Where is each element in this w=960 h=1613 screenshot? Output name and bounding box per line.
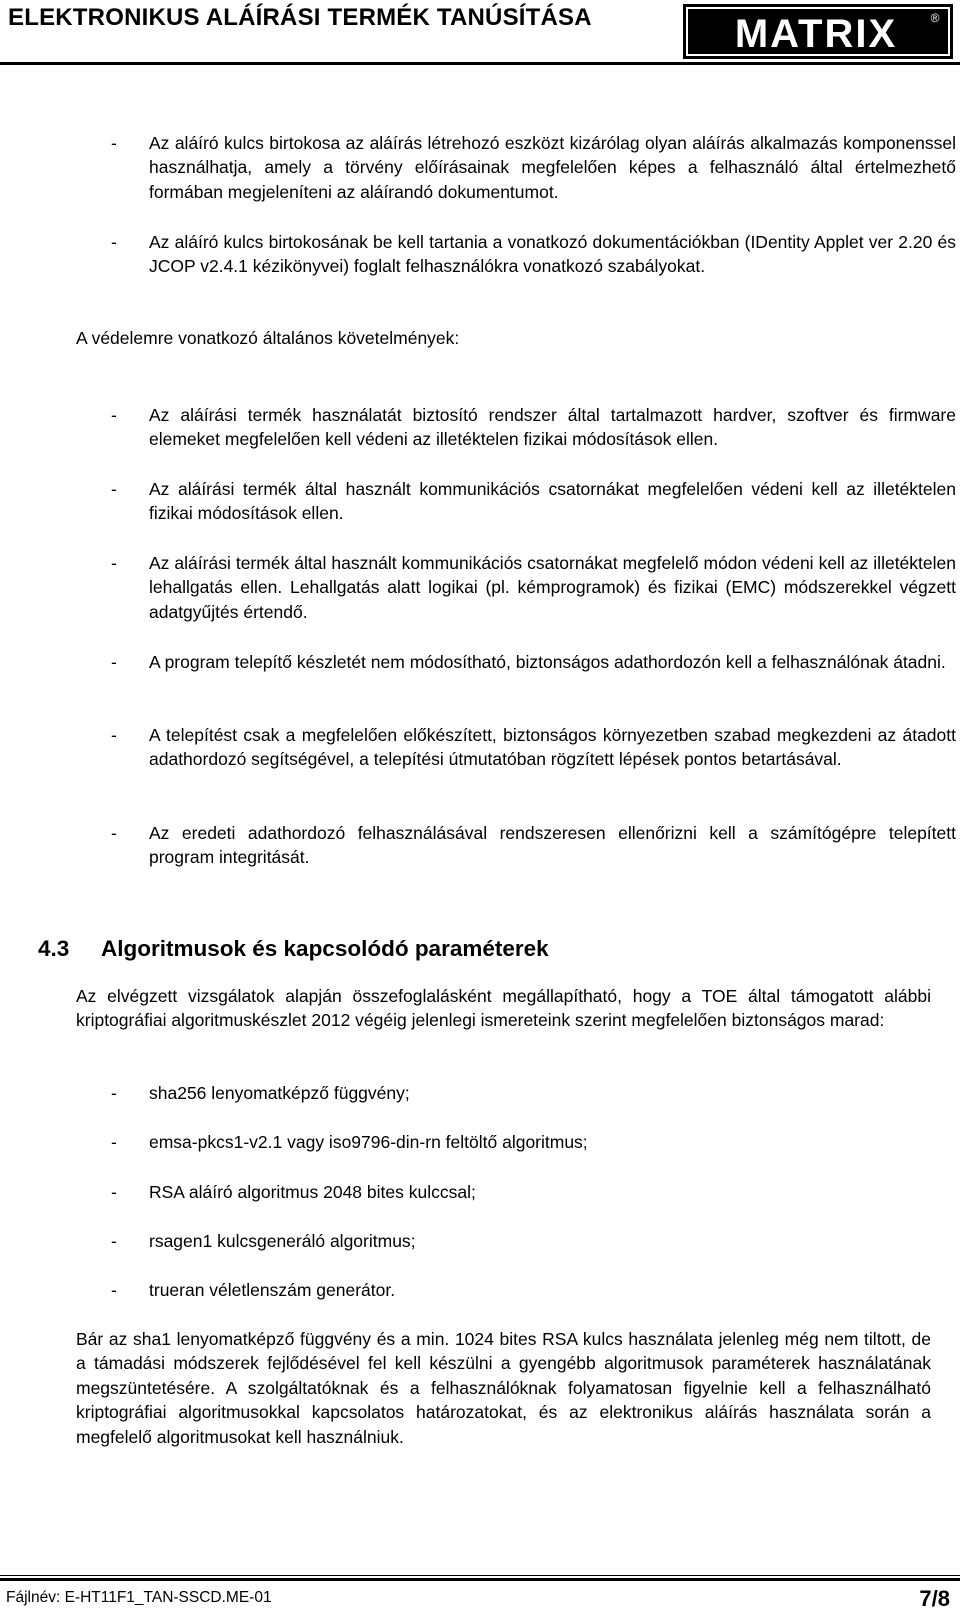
bullet-dash: - xyxy=(111,1231,117,1251)
bullet-dash: - xyxy=(111,1182,117,1202)
bullet-text: rsagen1 kulcsgeneráló algoritmus; xyxy=(149,1231,416,1251)
page-number: 7/8 xyxy=(919,1586,950,1611)
bullet-text: trueran véletlenszám generátor. xyxy=(149,1280,396,1300)
bullet-text: Az aláírási termék használatát biztosító rendszer által tartalmazott hardver, szoftver és firmware elemeket megfelelően kell védeni az illetéktelen fizikai módosítások ellen. xyxy=(149,405,956,450)
bullet-text: Az aláírási termék által használt kommunikációs csatornákat megfelelő módon védeni kell az illetéktelen lehallgatás ellen. Lehallgatás alatt logikai (pl. kémprogramok) és fizikai (EMC) módszerekkel végzett adatgyűjtés értendő. xyxy=(149,553,956,622)
closing-paragraph: Bár az sha1 lenyomatképző függvény és a min. 1024 bites RSA kulcs használata jelenleg még nem tiltott, de a támadási módszerek fejlődésével fel kell készülni a gyengébb algoritmusok paraméterek használatának megszüntetésére. A szolgáltatóknak és a felhasználóknak folyamatosan figyelnie kell a felhasználható kriptográfiai algoritmusokkal kapcsolatos határozatokat, és az elektronikus aláírás használata során a megfelelő algoritmusokat kell használniuk. xyxy=(76,1329,931,1447)
bullet-text: Az aláíró kulcs birtokosának be kell tartania a vonatkozó dokumentációkban (IDentity Applet ver 2.20 és JCOP v2.4.1 kézikönyvei) foglalt felhasználókra vonatkozó szabályokat. xyxy=(149,232,956,277)
bullet-dash: - xyxy=(111,823,117,843)
protection-intro: A védelemre vonatkozó általános követelmények: xyxy=(76,328,460,348)
bullet-text: Az eredeti adathordozó felhasználásával rendszeresen ellenőrizni kell a számítógépre telepített program integritását. xyxy=(149,823,956,868)
bullet-dash: - xyxy=(111,405,117,425)
bullet-text: A program telepítő készletét nem módosítható, biztonságos adathordozón kell a felhasználónak átadni. xyxy=(149,652,946,672)
document-title: ELEKTRONIKUS ALÁÍRÁSI TERMÉK TANÚSÍTÁSA xyxy=(8,4,592,31)
logo-wordmark: MATRIX xyxy=(734,12,898,56)
header-divider xyxy=(0,62,960,65)
bullet-dash: - xyxy=(111,725,117,745)
section-title: Algoritmusok és kapcsolódó paraméterek xyxy=(101,936,549,961)
bullet-text: A telepítést csak a megfelelően előkészített, biztonságos környezetben szabad megkezdeni az átadott adathordozó segítségével, a telepítési útmutatóban rögzített lépések pontos betartásával. xyxy=(149,725,956,770)
footer-filename: Fájlnév: E-HT11F1_TAN-SSCD.ME-01 xyxy=(6,1589,272,1606)
bullet-text: Az aláíró kulcs birtokosa az aláírás létrehozó eszközt kizárólag olyan aláírás alkalmazás komponenssel használhatja, amely a törvény előírásainak megfelelően képes a felhasználó által értelmezhető formában megjeleníteni az aláírandó dokumentumot. xyxy=(149,133,956,202)
bullet-dash: - xyxy=(111,553,117,573)
section-number: 4.3 xyxy=(38,936,70,961)
bullet-text: RSA aláíró algoritmus 2048 bites kulccsal; xyxy=(149,1182,476,1202)
bullet-dash: - xyxy=(111,232,117,252)
bullet-dash: - xyxy=(111,479,117,499)
bullet-text: sha256 lenyomatképző függvény; xyxy=(149,1083,410,1103)
bullet-dash: - xyxy=(111,652,117,672)
footer-divider xyxy=(0,1575,960,1576)
bullet-dash: - xyxy=(111,133,117,153)
algorithms-intro: Az elvégzett vizsgálatok alapján összefoglalásként megállapítható, hogy a TOE által támogatott alábbi kriptográfiai algoritmuskészlet 2012 végéig jelenlegi ismereteink szerint megfelelően biztonságos marad: xyxy=(76,986,931,1031)
bullet-text: Az aláírási termék által használt kommunikációs csatornákat megfelelően védeni kell az illetéktelen fizikai módosítások ellen. xyxy=(149,479,956,524)
matrix-logo-graphic xyxy=(683,4,953,59)
registered-mark: ® xyxy=(930,11,940,25)
footer-divider-thick xyxy=(0,1578,960,1581)
page-header xyxy=(0,0,960,64)
matrix-logo xyxy=(683,4,953,59)
bullet-dash: - xyxy=(111,1280,117,1300)
section-heading xyxy=(38,936,549,962)
bullet-text: emsa-pkcs1-v2.1 vagy iso9796-din-rn feltöltő algoritmus; xyxy=(149,1132,588,1152)
bullet-dash: - xyxy=(111,1132,117,1152)
bullet-dash: - xyxy=(111,1083,117,1103)
